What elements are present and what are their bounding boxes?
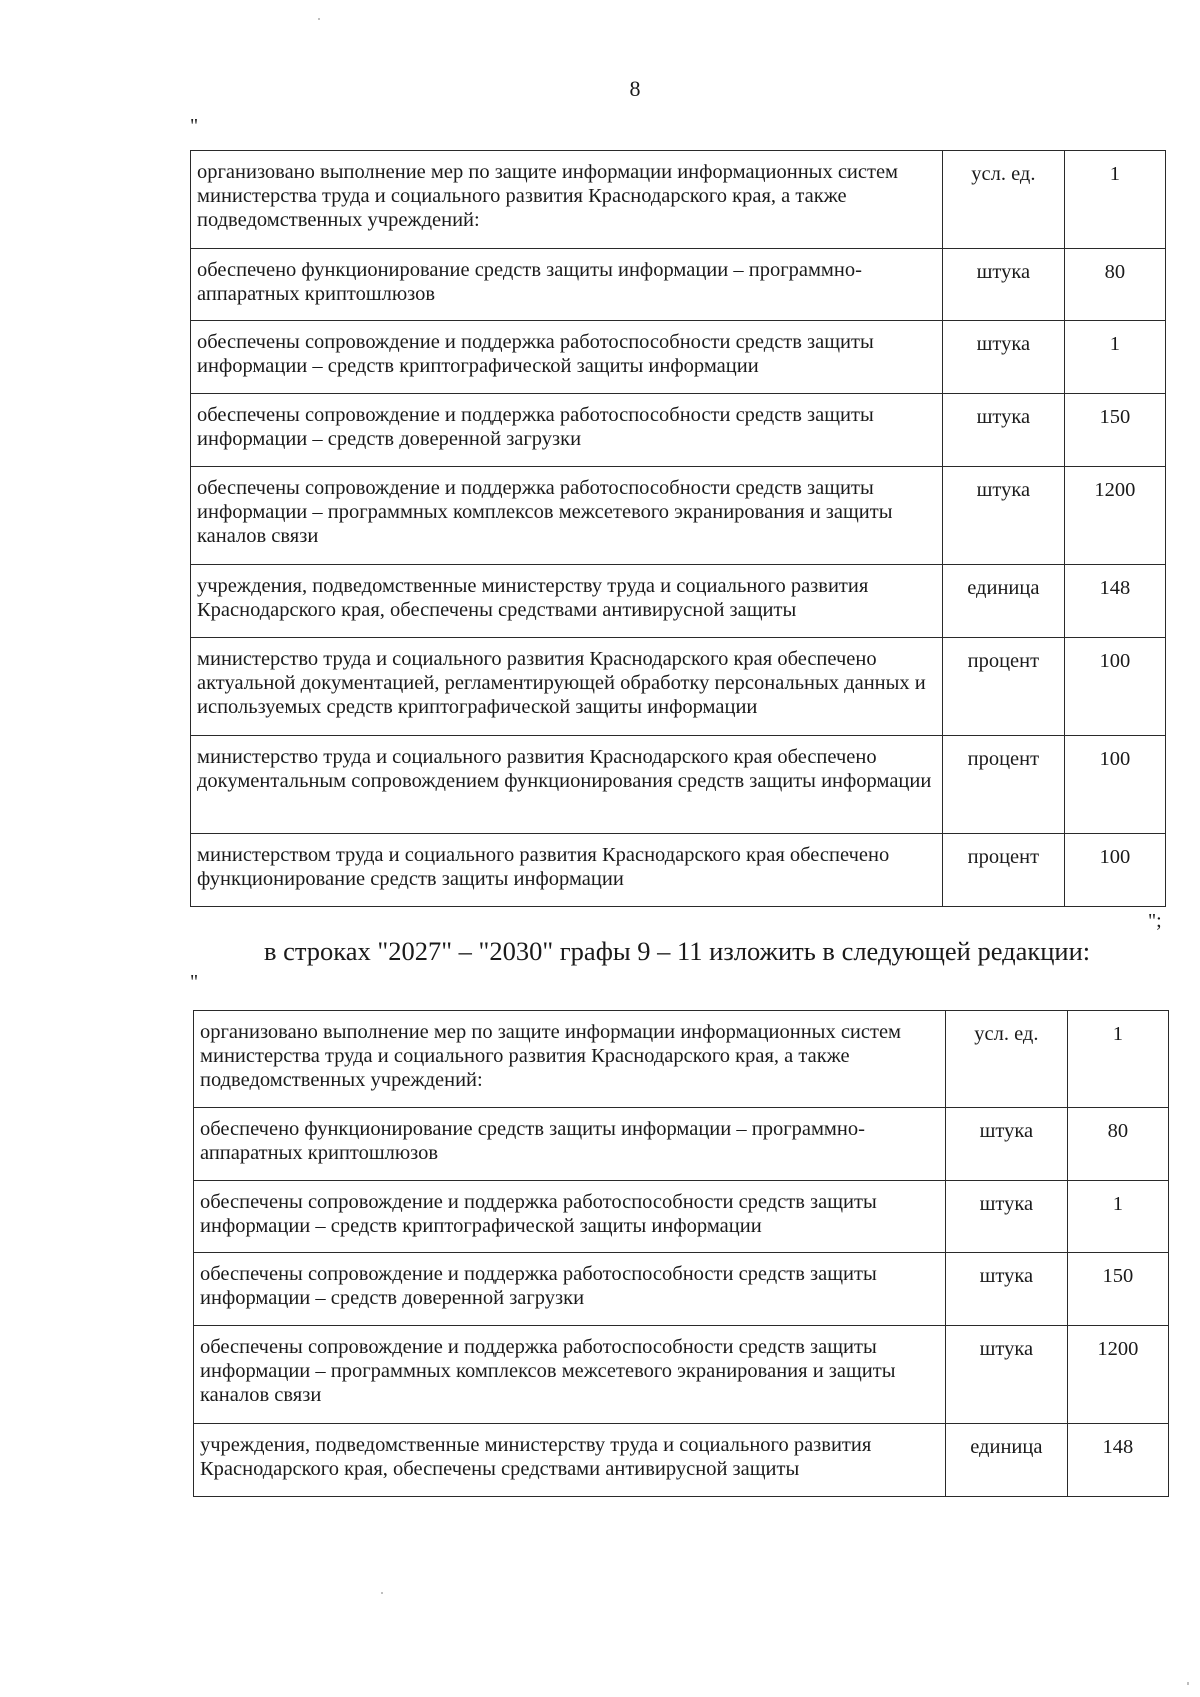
table-row [194,1011,1169,1108]
indicator-description: обеспечены сопровождение и поддержка работоспособности средств защиты информации – средств криптографической защиты информации [194,1181,946,1253]
unit-cell: единица [943,565,1065,638]
value-cell: 1 [1064,321,1165,394]
indicator-description: обеспечены сопровождение и поддержка работоспособности средств защиты информации – средств доверенной загрузки [191,394,943,467]
table-row [191,151,1166,249]
indicator-description: обеспечены сопровождение и поддержка работоспособности средств защиты информации – программных комплексов межсетевого экранирования и защиты каналов связи [194,1326,946,1424]
table-row [194,1253,1169,1326]
table-row [191,638,1166,736]
unit-cell: усл. ед. [943,151,1065,249]
value-cell: 100 [1064,736,1165,834]
table-row [191,249,1166,321]
amendment-instruction: в строках "2027" – "2030" графы 9 – 11 изложить в следующей редакции: [264,936,1091,966]
indicator-description: учреждения, подведомственные министерству труда и социального развития Краснодарского края, обеспечены средствами антивирусной защиты [194,1424,946,1497]
indicator-description: министерством труда и социального развития Краснодарского края обеспечено функционирование средств защиты информации [191,834,943,907]
indicator-description: обеспечены сопровождение и поддержка работоспособности средств защиты информации – программных комплексов межсетевого экранирования и защиты каналов связи [191,467,943,565]
unit-cell: штука [946,1326,1068,1424]
value-cell: 150 [1064,394,1165,467]
value-cell: 150 [1067,1253,1168,1326]
table-row [194,1326,1169,1424]
closing-quote-semicolon: "; [1148,910,1162,932]
unit-cell: штука [943,394,1065,467]
table-row [191,467,1166,565]
unit-cell: процент [943,834,1065,907]
value-cell: 1200 [1067,1326,1168,1424]
table-row [191,736,1166,834]
unit-cell: штука [943,321,1065,394]
indicator-description: обеспечено функционирование средств защиты информации – программно-аппаратных криптошлюзов [191,249,943,321]
unit-cell: процент [943,736,1065,834]
value-cell: 1 [1064,151,1165,249]
table-row [191,321,1166,394]
indicator-table-2 [193,1010,1169,1497]
unit-cell: штука [943,467,1065,565]
value-cell: 1200 [1064,467,1165,565]
table-row [191,834,1166,907]
indicator-table-1 [190,150,1166,907]
unit-cell: единица [946,1424,1068,1497]
opening-quote-mark-1: " [190,115,199,137]
opening-quote-mark-2: " [190,971,199,993]
scan-speck [1187,1682,1189,1685]
table-row [194,1424,1169,1497]
table-row [194,1181,1169,1253]
indicator-description: обеспечены сопровождение и поддержка работоспособности средств защиты информации – средств доверенной загрузки [194,1253,946,1326]
value-cell: 80 [1064,249,1165,321]
table-row [191,394,1166,467]
indicator-description: министерство труда и социального развития Краснодарского края обеспечено документальным сопровождением функционирования средств защиты информации [191,736,943,834]
unit-cell: штука [946,1253,1068,1326]
indicator-description: министерство труда и социального развития Краснодарского края обеспечено актуальной документацией, регламентирующей обработку персональных данных и используемых средств криптографической защиты информации [191,638,943,736]
page-number: 8 [629,76,641,101]
value-cell: 1 [1067,1181,1168,1253]
indicator-description: обеспечены сопровождение и поддержка работоспособности средств защиты информации – средств криптографической защиты информации [191,321,943,394]
table-row [194,1108,1169,1181]
scan-speck [318,18,320,20]
indicator-description: организовано выполнение мер по защите информации информационных систем министерства труда и социального развития Краснодарского края, а также подведомственных учреждений: [194,1011,946,1108]
value-cell: 1 [1067,1011,1168,1108]
unit-cell: штука [946,1181,1068,1253]
indicator-description: учреждения, подведомственные министерству труда и социального развития Краснодарского края, обеспечены средствами антивирусной защиты [191,565,943,638]
value-cell: 148 [1067,1424,1168,1497]
unit-cell: штука [943,249,1065,321]
unit-cell: усл. ед. [946,1011,1068,1108]
value-cell: 80 [1067,1108,1168,1181]
value-cell: 100 [1064,834,1165,907]
scan-speck [381,1592,383,1594]
table-row [191,565,1166,638]
indicator-description: обеспечено функционирование средств защиты информации – программно-аппаратных криптошлюзов [194,1108,946,1181]
indicator-description: организовано выполнение мер по защите информации информационных систем министерства труда и социального развития Краснодарского края, а также подведомственных учреждений: [191,151,943,249]
unit-cell: процент [943,638,1065,736]
unit-cell: штука [946,1108,1068,1181]
value-cell: 100 [1064,638,1165,736]
value-cell: 148 [1064,565,1165,638]
